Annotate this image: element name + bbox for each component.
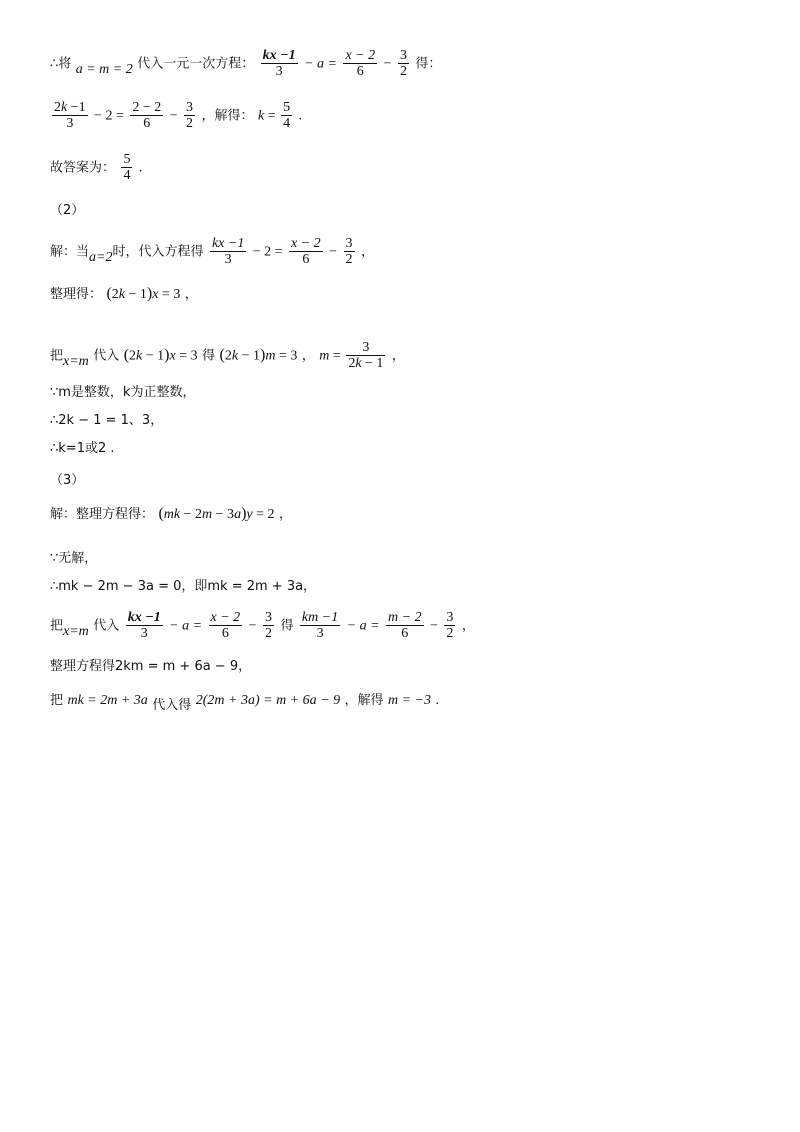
final-result: m = −3	[388, 693, 432, 708]
line-7: 把x=m 代入 (2k − 1)x = 3 得 (2k − 1)m = 3 ， m = $\frac{3}{2k - 1}$ ，	[50, 340, 405, 371]
therefore-text: ∴将	[50, 56, 72, 72]
line-14: ∴mk − 2m − 3a = 0，即mk = 2m + 3a，	[50, 579, 317, 594]
equation-fraction: $\frac{3}{2}$	[186, 100, 194, 131]
equation-fraction: $\frac{x - 2}{6}$	[210, 610, 241, 641]
line-suffix: 得：	[415, 56, 442, 72]
equation-fraction: $\frac{kx -1}{3}$	[127, 610, 161, 641]
equation-fraction: $\frac{kx -1}{3}$	[262, 48, 296, 79]
line-5: 解：当a=2时，代入方程得 $\frac{kx -1}{3}$ − 2 = $\frac{x - 2}{6}$ − $\frac{3}{2}$ ，	[50, 236, 374, 267]
equation-fraction: $\frac{m - 2}{6}$	[388, 610, 422, 641]
line-12: 解：整理方程得： (mk − 2m − 3a)y = 2 ，	[50, 505, 292, 522]
condition: x=m	[63, 353, 89, 369]
solve-text: ，解得：	[201, 108, 254, 124]
line-10: ∴k=1或2 .	[50, 441, 115, 456]
line-16: 整理方程得2km = m + 6a − 9，	[50, 659, 252, 674]
expanded-eq: 2(2m + 3a) = m + 6a − 9	[195, 693, 341, 708]
equation-fraction: $\frac{3}{2}$	[399, 48, 407, 79]
equation-fraction: $\frac{x - 2}{6}$	[291, 236, 321, 267]
equation-fraction: $\frac{3}{2}$	[446, 610, 454, 641]
answer-label: 故答案为：	[50, 160, 116, 176]
answer-fraction: $\frac{5}{4}$	[123, 152, 131, 183]
equation-fraction: $\frac{3}{2}$	[345, 236, 353, 267]
equation-fraction: $\frac{2 - 2}{6}$	[132, 100, 162, 131]
line-3: 故答案为： $\frac{5}{4}$ .	[50, 152, 143, 183]
substitution-eq: mk = 2m + 3a	[67, 693, 148, 708]
line-1: ∴将 a = m = 2 代入一元一次方程： $\frac{kx -1}{3}$ − a = $\frac{x - 2}{6}$ − $\frac{3}{2}$ 得：	[50, 48, 442, 79]
line-6: 整理得： (2k − 1)x = 3 ，	[50, 285, 198, 302]
equation-fraction: $\frac{kx -1}{3}$	[211, 236, 245, 267]
line-9: ∴2k − 1 = 1、3，	[50, 413, 164, 428]
equation-fraction: $\frac{km -1}{3}$	[301, 610, 339, 641]
line-13: ∵无解，	[50, 551, 98, 566]
condition: a=2	[89, 249, 113, 265]
substitution-values: a = m = 2	[75, 61, 133, 77]
answer-fraction: $\frac{5}{4}$	[283, 100, 291, 131]
part-2-label: （2）	[50, 203, 85, 218]
line-8: ∵m是整数，k为正整数，	[50, 385, 196, 400]
line-17: 把 mk = 2m + 3a 代入得 2(2m + 3a) = m + 6a − 9 ，解得 m = −3 .	[50, 693, 439, 713]
line-2: $\frac{2k -1}{3}$ − 2 = $\frac{2 - 2}{6}$ − $\frac{3}{2}$ ，解得： k = $\frac{5}{4}$ .	[54, 100, 303, 131]
equation-fraction: $\frac{2k -1}{3}$	[54, 100, 86, 131]
equation-fraction: $\frac{x - 2}{6}$	[345, 48, 376, 79]
condition: x=m	[63, 623, 89, 639]
equation-fraction: $\frac{3}{2k - 1}$	[348, 340, 384, 371]
part-3-label: （3）	[50, 473, 85, 488]
equation-fraction: $\frac{3}{2}$	[265, 610, 272, 641]
line-15: 把x=m 代入 $\frac{kx -1}{3}$ − a = $\frac{x - 2}{6}$ − $\frac{3}{2}$ 得 $\frac{km -1}{3}$ − a = $\frac{m - 2}{6}$ − $\frac{3}{2}$ ，	[50, 610, 475, 641]
substitution-text: 代入一元一次方程：	[137, 56, 255, 72]
